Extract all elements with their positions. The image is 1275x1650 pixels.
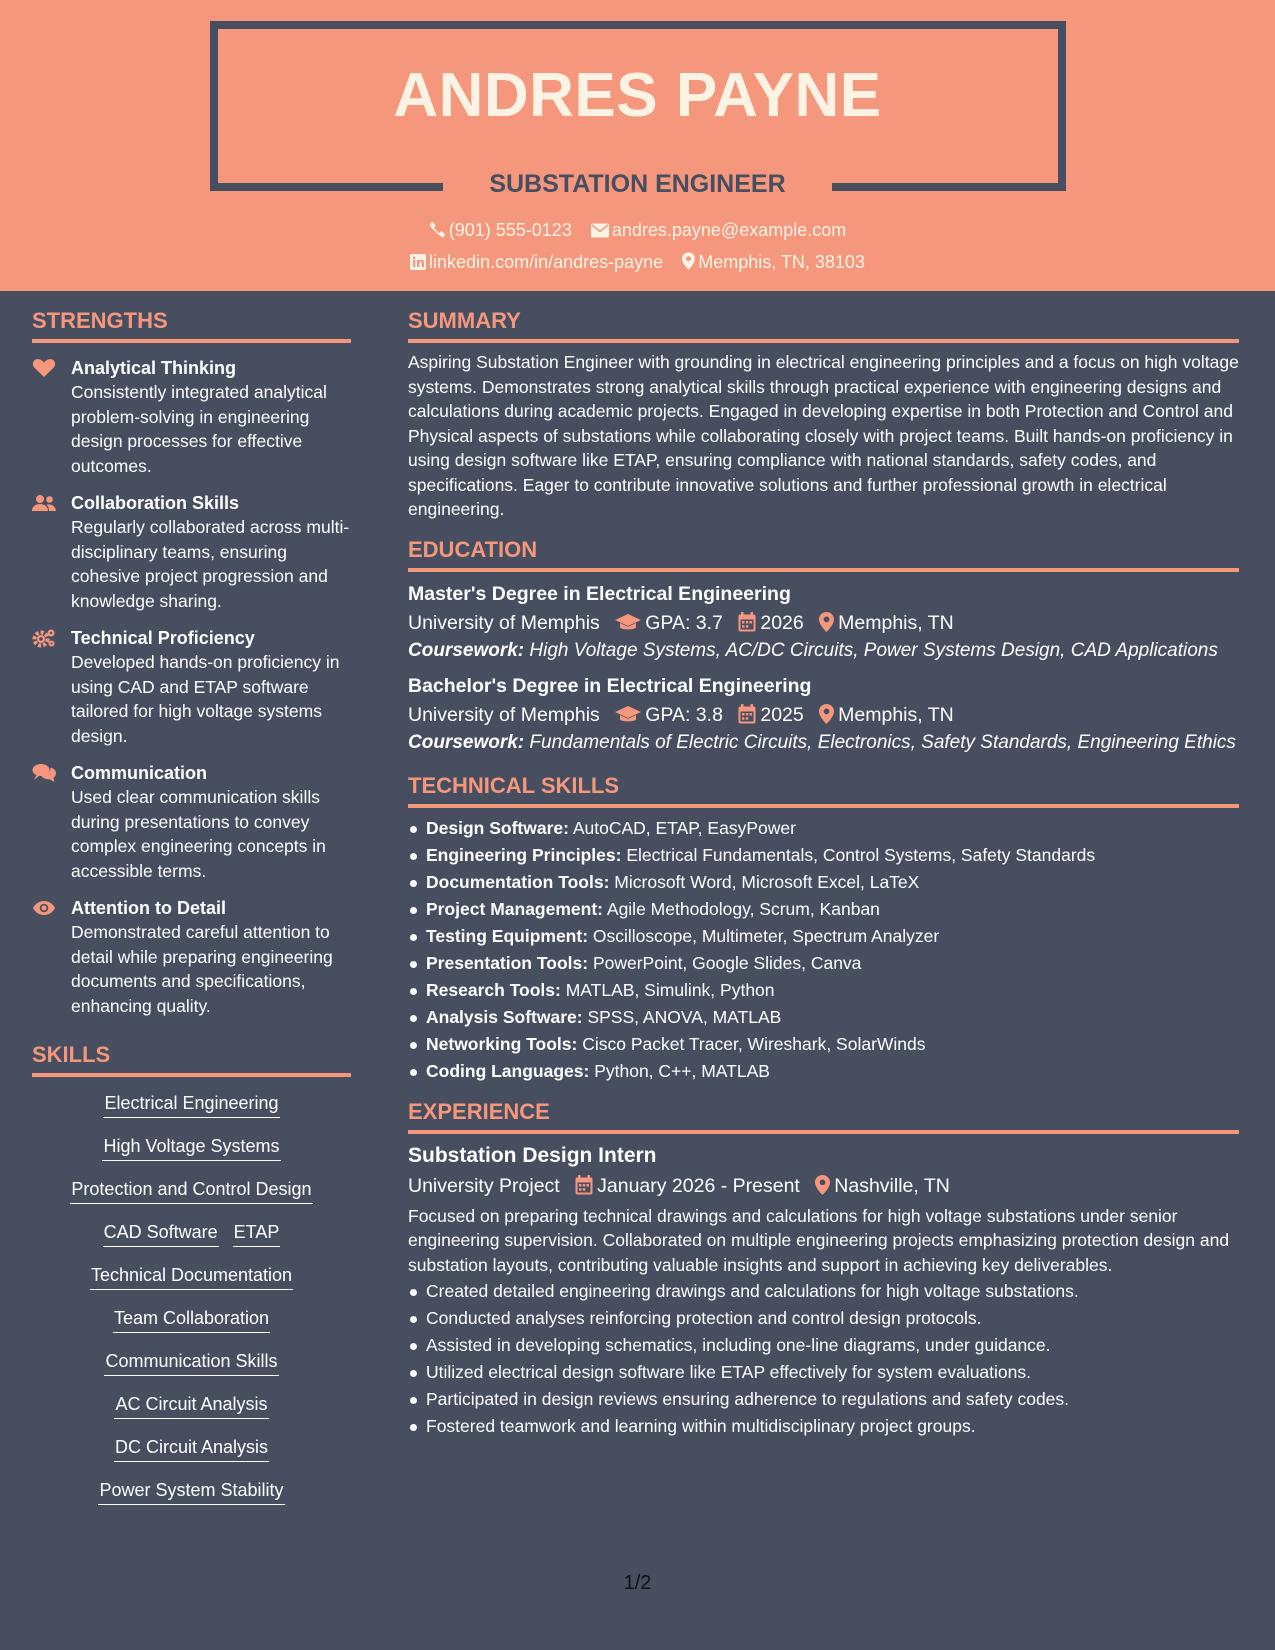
skill-row	[32, 1392, 351, 1419]
graduation-year: 2026	[760, 611, 804, 634]
skill-value: SPSS, ANOVA, MATLAB	[587, 1006, 782, 1027]
strengths-heading: STRENGTHS	[32, 308, 351, 343]
list-item: Participated in design reviews ensuring adherence to regulations and safety codes.	[408, 1386, 1239, 1413]
skill-tag: High Voltage Systems	[102, 1134, 280, 1161]
technical-skills-heading: TECHNICAL SKILLS	[408, 773, 1239, 808]
list-item	[408, 869, 1239, 896]
skill-value: PowerPoint, Google Slides, Canva	[592, 952, 862, 973]
left-column	[32, 291, 351, 1505]
skill-value: Microsoft Word, Microsoft Excel, LaTeX	[614, 871, 920, 892]
skill-row	[32, 1306, 351, 1333]
school-location: Memphis, TN	[838, 703, 954, 726]
coursework-label: Coursework:	[408, 639, 525, 661]
job-title: SUBSTATION ENGINEER	[489, 170, 786, 198]
skill-row	[32, 1435, 351, 1462]
skill-tag: Protection and Control Design	[70, 1177, 312, 1204]
strength-title: Attention to Detail	[71, 898, 226, 918]
education-meta	[408, 700, 1239, 730]
strength-title: Communication	[71, 763, 208, 783]
gpa: GPA: 3.8	[645, 703, 723, 726]
job-location: Nashville, TN	[834, 1174, 950, 1197]
skill-label: Documentation Tools:	[426, 871, 610, 892]
page-number: 1/2	[623, 1572, 652, 1594]
right-column	[408, 291, 1239, 1440]
strength-title: Analytical Thinking	[71, 358, 237, 378]
strength-item	[32, 896, 351, 1018]
school-name: University of Memphis	[408, 611, 600, 634]
skill-tag: Technical Documentation	[90, 1263, 293, 1290]
email-contact[interactable]	[591, 220, 846, 241]
graduation-cap-icon	[615, 704, 641, 724]
graduation-cap-icon	[615, 612, 641, 632]
employment-dates: January 2026 - Present	[597, 1174, 800, 1197]
skill-row	[32, 1478, 351, 1505]
contact-line-2	[0, 252, 1275, 273]
list-item	[408, 1004, 1239, 1031]
school-location: Memphis, TN	[838, 611, 954, 634]
education-heading: EDUCATION	[408, 537, 1239, 572]
skill-label: Analysis Software:	[426, 1006, 583, 1027]
skill-row	[32, 1263, 351, 1290]
school-name: University of Memphis	[408, 703, 600, 726]
coursework	[408, 639, 1239, 663]
strength-title: Collaboration Skills	[71, 493, 240, 513]
linkedin-contact[interactable]	[410, 252, 663, 273]
skill-tag: Team Collaboration	[113, 1306, 270, 1333]
experience-heading: EXPERIENCE	[408, 1099, 1239, 1134]
skill-label: Engineering Principles:	[426, 844, 622, 865]
strength-title: Technical Proficiency	[71, 628, 255, 648]
experience-description: Focused on preparing technical drawings and calculations for high voltage substations under senior engineering supervision. Collaborated on multiple engineering projects emphasizing protection design and substation layouts, contributing valuable insights and support in achieving key deliverables.	[408, 1205, 1230, 1275]
list-item	[408, 1058, 1239, 1085]
skill-value: Oscilloscope, Multimeter, Spectrum Analyzer	[592, 925, 940, 946]
summary-heading: SUMMARY	[408, 308, 1239, 343]
coursework-label: Coursework:	[408, 731, 525, 753]
strength-desc: Consistently integrated analytical problem-solving in engineering design processes for effective outcomes.	[71, 382, 327, 476]
calendar-icon	[738, 612, 756, 632]
skill-value: Agile Methodology, Scrum, Kanban	[606, 898, 880, 919]
map-marker-icon	[815, 1175, 830, 1195]
skill-value: AutoCAD, ETAP, EasyPower	[572, 817, 796, 838]
skill-value: Electrical Fundamentals, Control Systems, Safety Standards	[626, 844, 1096, 865]
skill-tag: Power System Stability	[98, 1478, 284, 1505]
skill-label: Presentation Tools:	[426, 952, 589, 973]
education-entry	[408, 673, 1239, 755]
heart-icon	[32, 358, 56, 378]
job-title-wrap	[443, 164, 832, 204]
email-text: andres.payne@example.com	[611, 220, 847, 240]
degree-title: Bachelor's Degree in Electrical Engineering	[408, 674, 812, 697]
phone-text: (901) 555-0123	[448, 220, 572, 240]
strength-desc: Regularly collaborated across multi-disciplinary teams, ensuring cohesive project progression and knowledge sharing.	[71, 517, 350, 611]
skill-row	[32, 1349, 351, 1376]
linkedin-icon	[410, 254, 426, 270]
list-item	[408, 923, 1239, 950]
education-entry	[408, 581, 1239, 663]
list-item	[408, 950, 1239, 977]
skill-tag: AC Circuit Analysis	[114, 1392, 268, 1419]
skill-label: Design Software:	[426, 817, 569, 838]
experience-meta	[408, 1171, 1239, 1201]
skill-label: Coding Languages:	[426, 1060, 590, 1081]
phone-contact[interactable]	[429, 220, 572, 241]
technical-skills-list	[408, 815, 1239, 1085]
list-item: Fostered teamwork and learning within multidisciplinary project groups.	[408, 1413, 1239, 1440]
skill-row	[32, 1134, 351, 1161]
skill-row	[32, 1177, 351, 1204]
skill-value: MATLAB, Simulink, Python	[565, 979, 775, 1000]
phone-icon	[429, 221, 446, 238]
education-meta	[408, 608, 1239, 638]
calendar-icon	[738, 704, 756, 724]
list-item	[408, 842, 1239, 869]
skill-label: Testing Equipment:	[426, 925, 589, 946]
skill-row	[32, 1220, 351, 1247]
skill-tag: Electrical Engineering	[103, 1091, 279, 1118]
location-text: Memphis, TN, 38103	[698, 252, 865, 272]
linkedin-text: linkedin.com/in/andres-payne	[429, 252, 664, 272]
strength-desc: Demonstrated careful attention to detail while preparing engineering documents and specifications, enhancing quality.	[71, 922, 333, 1016]
organization: University Project	[408, 1174, 560, 1197]
location-contact	[682, 252, 865, 273]
contact-line-1	[0, 220, 1275, 241]
coursework	[408, 731, 1239, 755]
map-marker-icon	[819, 612, 834, 632]
list-item	[408, 977, 1239, 1004]
skill-tag: Communication Skills	[104, 1349, 278, 1376]
degree-title: Master's Degree in Electrical Engineering	[408, 582, 791, 605]
list-item	[408, 815, 1239, 842]
skill-value: Python, C++, MATLAB	[594, 1060, 770, 1081]
users-icon	[32, 493, 56, 513]
skill-tag: DC Circuit Analysis	[114, 1435, 269, 1462]
coursework-list: High Voltage Systems, AC/DC Circuits, Power Systems Design, CAD Applications	[529, 639, 1218, 661]
skill-tag: CAD Software	[103, 1220, 219, 1247]
skill-row	[32, 1091, 351, 1118]
list-item	[408, 896, 1239, 923]
summary-text: Aspiring Substation Engineer with grounding in electrical engineering principles and a focus on high voltage systems. Demonstrates strong analytical skills through practical experience with engineering designs and calculations during academic projects. Engaged in developing expertise in both Protection and Control and Physical aspects of substations while collaborating closely with project teams. Built hands-on proficiency in using design software like ETAP, ensuring compliance with national standards, safety codes, and specifications. Eager to contribute innovative solutions and further professional growth in electrical engineering.	[408, 352, 1239, 519]
strength-desc: Used clear communication skills during presentations to convey complex engineering concepts in accessible terms.	[71, 787, 326, 881]
skill-label: Project Management:	[426, 898, 603, 919]
strength-item	[32, 626, 351, 748]
list-item: Assisted in developing schematics, including one-line diagrams, under guidance.	[408, 1332, 1239, 1359]
experience-bullets	[408, 1278, 1239, 1440]
calendar-icon	[575, 1175, 593, 1195]
eye-icon	[32, 898, 56, 918]
comments-icon	[32, 763, 56, 783]
strength-item	[32, 491, 351, 613]
map-marker-icon	[819, 704, 834, 724]
strength-item	[32, 356, 351, 478]
skill-tag: ETAP	[233, 1220, 281, 1247]
skills-heading: SKILLS	[32, 1042, 351, 1077]
list-item: Conducted analyses reinforcing protection and control design protocols.	[408, 1305, 1239, 1332]
header	[0, 0, 1275, 291]
candidate-name: ANDRES PAYNE	[393, 61, 882, 130]
list-item: Utilized electrical design software like ETAP effectively for system evaluations.	[408, 1359, 1239, 1386]
skill-value: Cisco Packet Tracer, Wireshark, SolarWinds	[582, 1033, 926, 1054]
role-title: Substation Design Intern	[408, 1143, 657, 1167]
gears-icon	[32, 628, 56, 648]
strength-desc: Developed hands-on proficiency in using CAD and ETAP software tailored for high voltage systems design.	[71, 652, 340, 746]
list-item: Created detailed engineering drawings and calculations for high voltage substations.	[408, 1278, 1239, 1305]
skill-label: Research Tools:	[426, 979, 561, 1000]
envelope-icon	[591, 223, 609, 238]
map-marker-icon	[682, 252, 695, 270]
coursework-list: Fundamentals of Electric Circuits, Electronics, Safety Standards, Engineering Ethics	[529, 731, 1236, 753]
strength-item	[32, 761, 351, 883]
graduation-year: 2025	[760, 703, 804, 726]
skill-label: Networking Tools:	[426, 1033, 578, 1054]
list-item	[408, 1031, 1239, 1058]
gpa: GPA: 3.7	[645, 611, 723, 634]
